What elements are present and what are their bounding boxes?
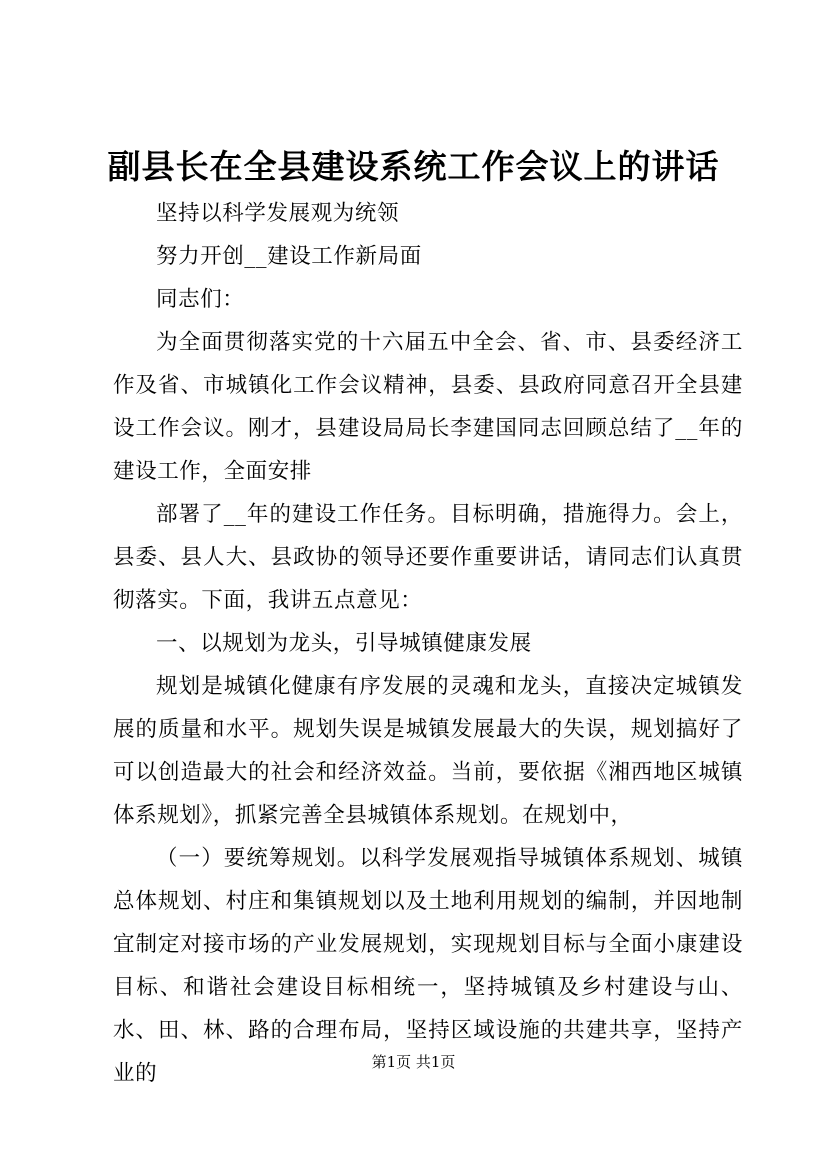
document-body xyxy=(113,192,743,1095)
page-footer: 第1页 共1页 xyxy=(371,1053,456,1071)
paragraph-subtitle-2: 努力开创__建设工作新局面 xyxy=(156,244,422,269)
paragraph-overall-planning: （一）要统筹规划。以科学发展观指导城镇体系规划、城镇总体规划、村庄和集镇规划以及土地利用规划的编制，并因地制宜制定对接市场的产业发展规划，实现规划目标与全面小康建设目标、和谐社会建设目标相统一，坚持城镇及乡村建设与山、水、田、林、路的合理布局，坚持区域设施的共建共享，坚持产业的 xyxy=(113,846,743,1086)
paragraph-subtitle-1: 坚持以科学发展观为统领 xyxy=(156,201,400,226)
paragraph-salutation: 同志们： xyxy=(156,287,245,312)
document-title: 副县长在全县建设系统工作会议上的讲话 xyxy=(107,147,720,186)
paragraph-intro: 为全面贯彻落实党的十六届五中全会、省、市、县委经济工作及省、市城镇化工作会议精神，县委、县政府同意召开全县建设工作会议。刚才，县建设局局长李建国同志回顾总结了__年的建设工作，全面安排 xyxy=(113,330,743,484)
paragraph-deployment: 部署了__年的建设工作任务。目标明确，措施得力。会上，县委、县人大、县政协的领导还要作重要讲话，请同志们认真贯彻落实。下面，我讲五点意见： xyxy=(113,502,743,613)
section-heading-1: 一、以规划为龙头，引导城镇健康发展 xyxy=(156,631,532,656)
paragraph-planning: 规划是城镇化健康有序发展的灵魂和龙头，直接决定城镇发展的质量和水平。规划失误是城镇发展最大的失误，规划搞好了可以创造最大的社会和经济效益。当前，要依据《湘西地区城镇体系规划》，抓紧完善全县城镇体系规划。在规划中， xyxy=(113,674,743,828)
